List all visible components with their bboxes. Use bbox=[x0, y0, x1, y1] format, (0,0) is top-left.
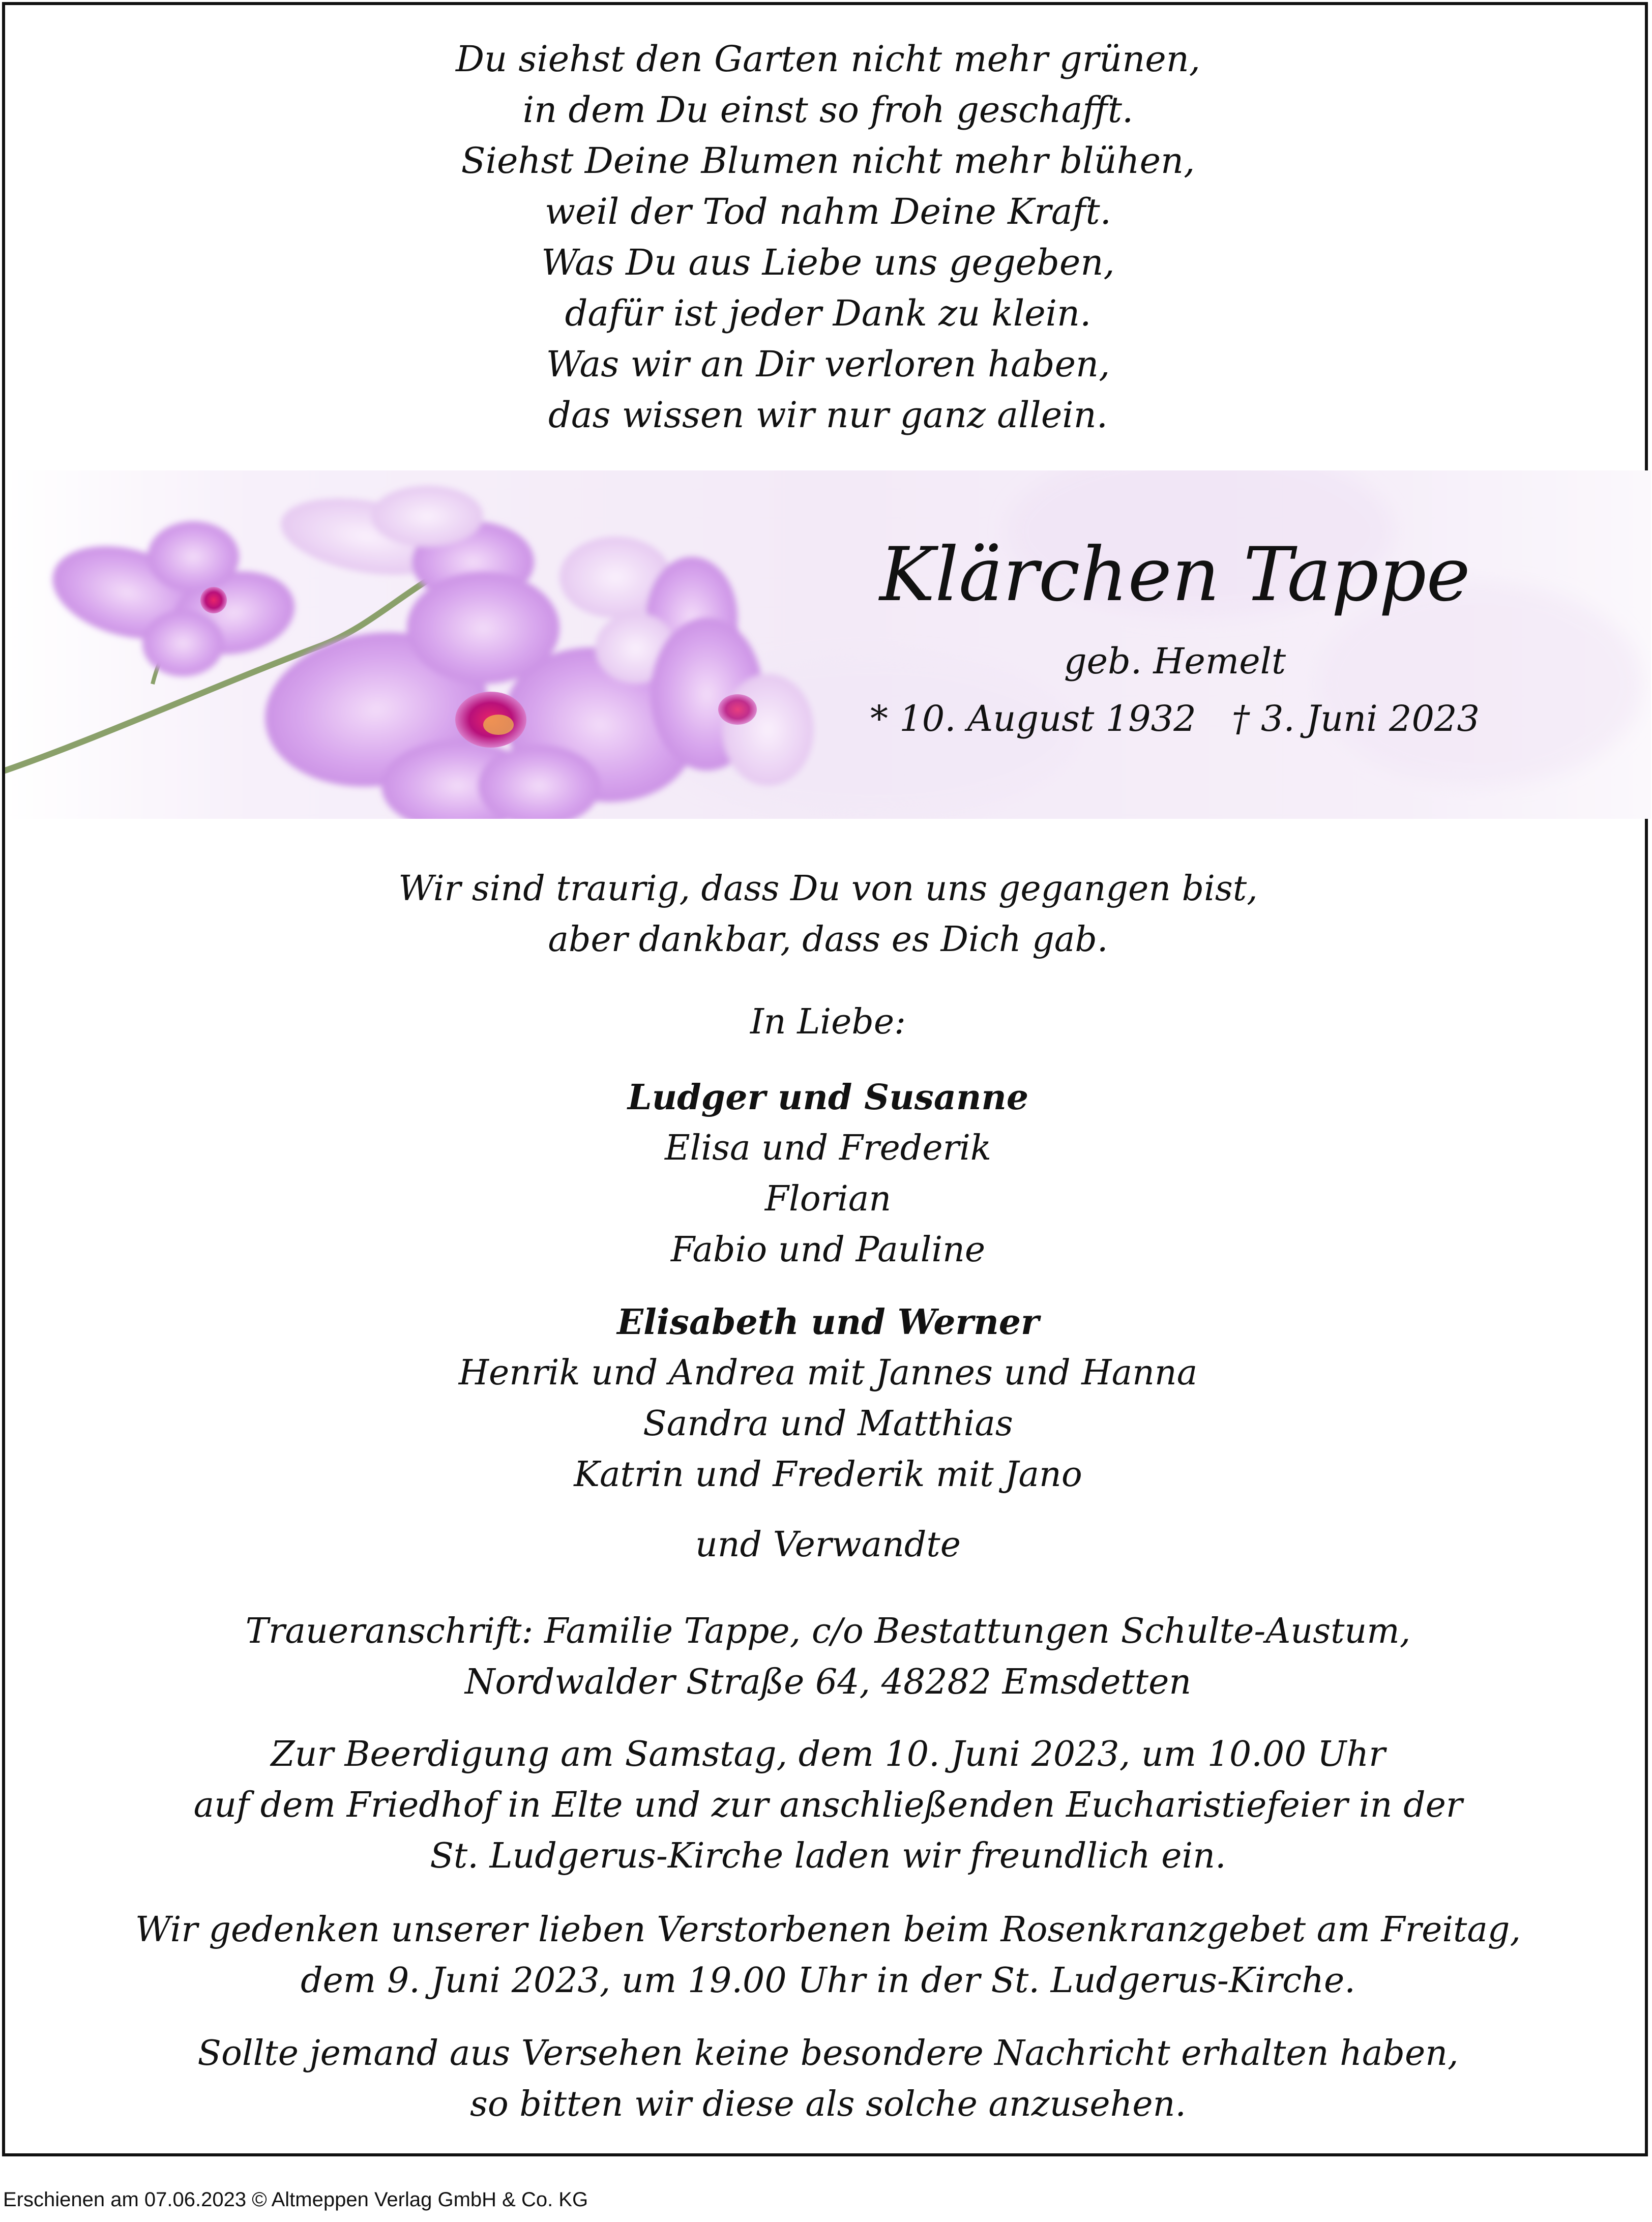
family-head: Ludger und Susanne bbox=[627, 1077, 1029, 1118]
poem-line: das wissen wir nur ganz allein. bbox=[548, 394, 1108, 436]
obituary-card bbox=[2, 2, 1648, 2156]
family-member: Katrin und Frederik mit Jano bbox=[574, 1455, 1082, 1495]
funeral-info bbox=[5, 1729, 1651, 1882]
sentiment-line: Wir sind traurig, dass Du von uns gegangen bist, bbox=[398, 869, 1258, 909]
poem-line: Siehst Deine Blumen nicht mehr blühen, bbox=[461, 140, 1195, 182]
publication-footer: Erschienen am 07.06.2023 © Altmeppen Verlag GmbH & Co. KG bbox=[3, 2188, 588, 2211]
rosary-info bbox=[5, 1905, 1651, 2006]
in-love-label: In Liebe: bbox=[750, 1002, 906, 1042]
family-1 bbox=[5, 1072, 1651, 1276]
mourning-address bbox=[5, 1606, 1651, 1708]
notice-line: Sollte jemand aus Versehen keine besondere Nachricht erhalten haben, bbox=[197, 2033, 1459, 2073]
sentiment-line: aber dankbar, dass es Dich gab. bbox=[548, 920, 1108, 960]
poem bbox=[5, 34, 1651, 440]
address-line: Nordwalder Straße 64, 48282 Emsdetten bbox=[464, 1662, 1192, 1702]
poem-line: weil der Tod nahm Deine Kraft. bbox=[545, 191, 1111, 232]
address-line: Traueranschrift: Familie Tappe, c/o Bestattungen Schulte-Austum, bbox=[245, 1611, 1411, 1651]
funeral-line: auf dem Friedhof in Elte und zur anschließenden Eucharistiefeier in der bbox=[193, 1785, 1463, 1825]
notice bbox=[5, 2028, 1651, 2130]
relatives bbox=[5, 1520, 1651, 1571]
poem-line: Du siehst den Garten nicht mehr grünen, bbox=[455, 38, 1201, 80]
relatives-label: und Verwandte bbox=[695, 1525, 961, 1565]
family-member: Elisa und Frederik bbox=[664, 1128, 992, 1168]
poem-line: Was wir an Dir verloren haben, bbox=[546, 343, 1110, 385]
poem-line: dafür ist jeder Dank zu klein. bbox=[565, 292, 1092, 334]
family-2 bbox=[5, 1297, 1651, 1500]
birth-date: * 10. August 1932 bbox=[870, 698, 1196, 739]
rosary-line: Wir gedenken unserer lieben Verstorbenen beim Rosenkranzgebet am Freitag, bbox=[135, 1910, 1521, 1950]
rosary-line: dem 9. Juni 2023, um 19.00 Uhr in der St. Ludgerus-Kirche. bbox=[301, 1961, 1355, 2001]
death-date: † 3. Juni 2023 bbox=[1231, 698, 1480, 739]
family-member: Florian bbox=[764, 1179, 892, 1219]
family-head: Elisabeth und Werner bbox=[617, 1302, 1039, 1343]
poem-line: in dem Du einst so froh geschafft. bbox=[522, 89, 1134, 131]
birth-name: geb. Hemelt bbox=[1064, 640, 1286, 682]
family-member: Fabio und Pauline bbox=[670, 1230, 986, 1270]
sentiment bbox=[5, 864, 1651, 965]
poem-line: Was Du aus Liebe uns gegeben, bbox=[541, 242, 1115, 283]
family-member: Sandra und Matthias bbox=[643, 1404, 1013, 1444]
notice-line: so bitten wir diese als solche anzusehen. bbox=[469, 2084, 1187, 2124]
funeral-line: Zur Beerdigung am Samstag, dem 10. Juni 2023, um 10.00 Uhr bbox=[271, 1734, 1385, 1774]
funeral-line: St. Ludgerus-Kirche laden wir freundlich ein. bbox=[430, 1836, 1226, 1876]
deceased-name: Klärchen Tappe bbox=[879, 531, 1470, 618]
life-dates bbox=[717, 696, 1633, 742]
family-member: Henrik und Andrea mit Jannes und Hanna bbox=[458, 1353, 1198, 1393]
in-love-heading bbox=[5, 997, 1651, 1048]
